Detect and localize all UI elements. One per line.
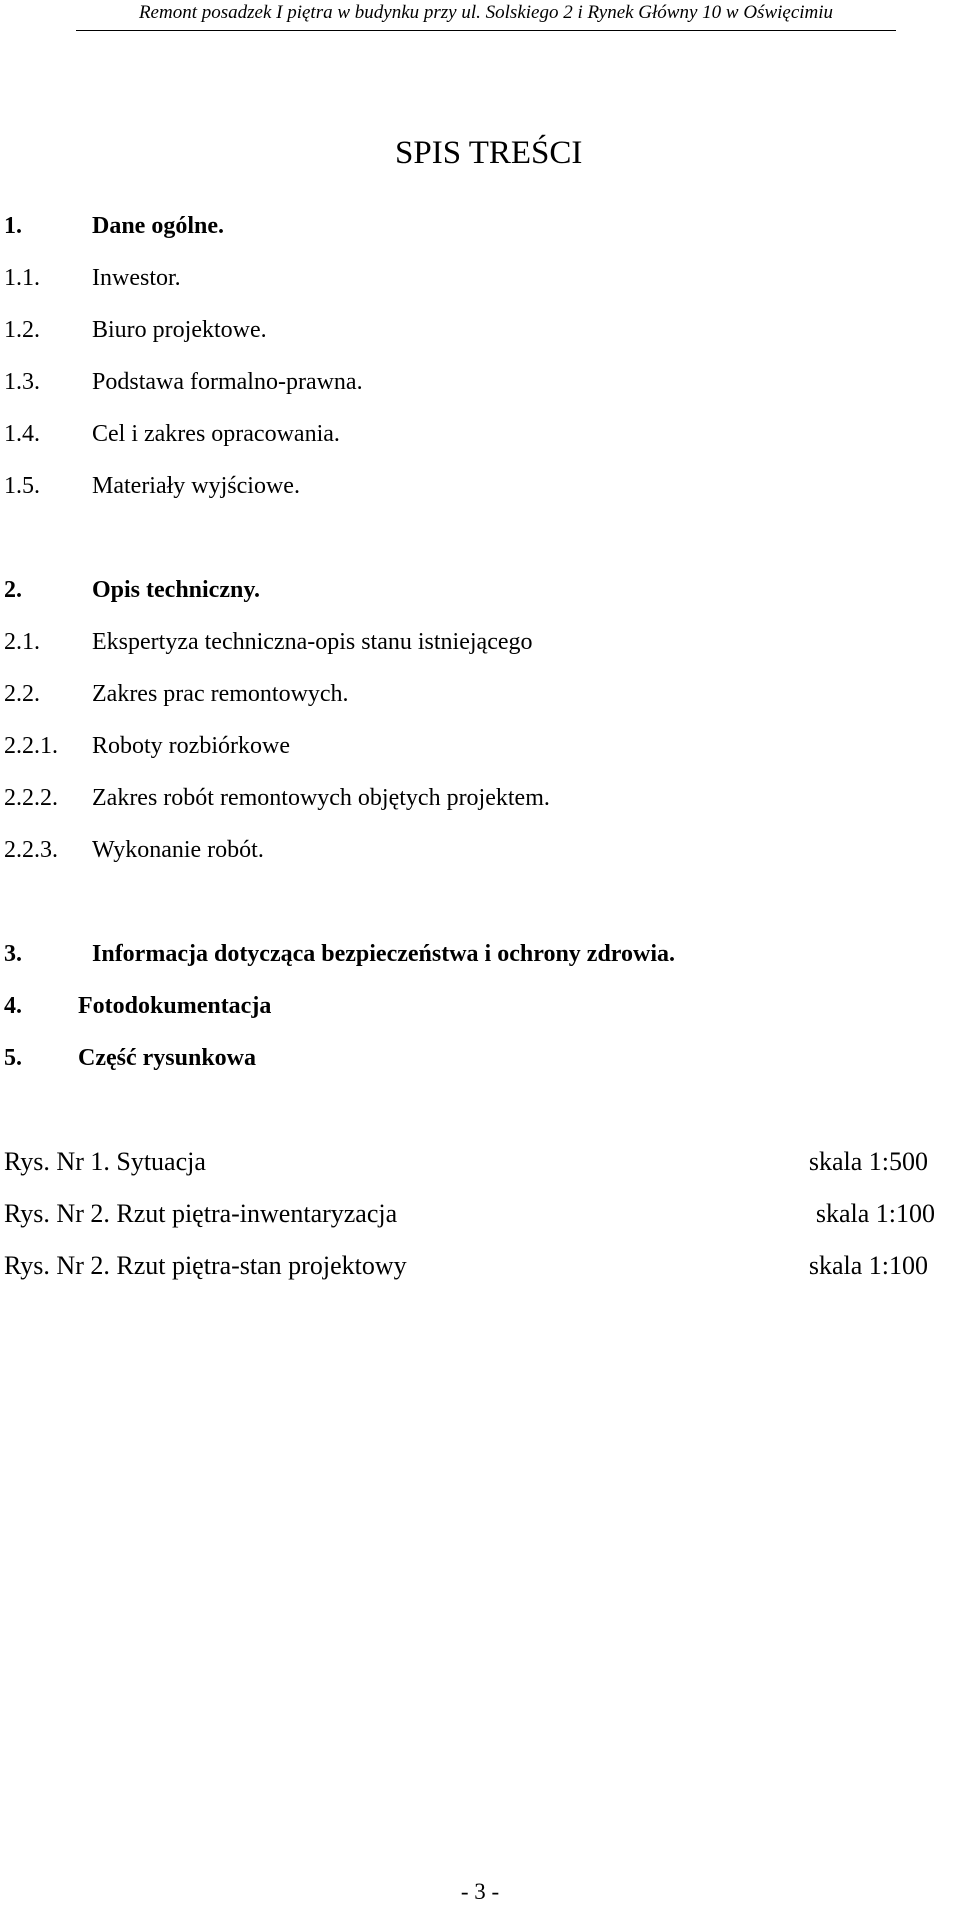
- document-header: Remont posadzek I piętra w budynku przy ul. Solskiego 2 i Rynek Główny 10 w Oświęcimiu: [76, 0, 896, 31]
- toc-entry-number: 2.1.: [4, 629, 40, 655]
- drawing-name: Rys. Nr 1. Sytuacja: [4, 1147, 206, 1176]
- toc-title: SPIS TREŚCI: [395, 135, 583, 171]
- drawing-scale: skala 1:500: [808, 1147, 928, 1176]
- toc-entry-label: Zakres prac remontowych.: [92, 681, 349, 707]
- toc-entry-label: Ekspertyza techniczna-opis stanu istniejącego: [92, 629, 533, 655]
- toc-entry-number: 1.2.: [4, 317, 40, 343]
- toc-entry-label: Informacja dotycząca bezpieczeństwa i ochrony zdrowia.: [92, 941, 676, 967]
- toc-entry-label: Zakres robót remontowych objętych projektem.: [92, 785, 550, 811]
- toc-entry-number: 1.: [4, 213, 22, 239]
- toc-entry-number: 4.: [4, 993, 22, 1019]
- toc-entry-number: 2.2.2.: [4, 785, 58, 811]
- drawing-scale: skala 1:100: [815, 1199, 935, 1228]
- toc-entry-number: 1.1.: [4, 265, 40, 291]
- toc-entry-number: 1.5.: [4, 473, 40, 499]
- drawing-name: Rys. Nr 2. Rzut piętra-stan projektowy: [4, 1251, 407, 1280]
- toc-entry-number: 2.2.1.: [4, 733, 58, 759]
- toc-entry-number: 5.: [4, 1045, 22, 1071]
- toc-entry-number: 1.3.: [4, 369, 40, 395]
- toc-entry-label: Opis techniczny.: [92, 577, 261, 603]
- toc-entry-label: Biuro projektowe.: [92, 317, 267, 343]
- toc-entry-label: Materiały wyjściowe.: [92, 473, 300, 499]
- toc-entry-label: Wykonanie robót.: [92, 837, 264, 863]
- toc-entry-label: Roboty rozbiórkowe: [92, 733, 290, 759]
- toc-entry-number: 3.: [4, 941, 22, 967]
- toc-entry-number: 2.2.3.: [4, 837, 58, 863]
- toc-entry-label: Podstawa formalno-prawna.: [92, 369, 363, 395]
- toc-entry-label: Inwestor.: [92, 265, 181, 291]
- drawing-name: Rys. Nr 2. Rzut piętra-inwentaryzacja: [4, 1199, 398, 1228]
- toc-entry-number: 2.: [4, 577, 22, 603]
- toc-entry-label: Dane ogólne.: [92, 213, 224, 239]
- toc-entry-label: Cel i zakres opracowania.: [92, 421, 340, 447]
- toc-entry-label: Część rysunkowa: [78, 1045, 256, 1071]
- toc-entry-label: Fotodokumentacja: [78, 993, 272, 1019]
- toc-entry-number: 2.2.: [4, 681, 40, 707]
- page-number: - 3 -: [460, 1879, 500, 1904]
- drawing-scale: skala 1:100: [808, 1251, 928, 1280]
- toc-entry-number: 1.4.: [4, 421, 40, 447]
